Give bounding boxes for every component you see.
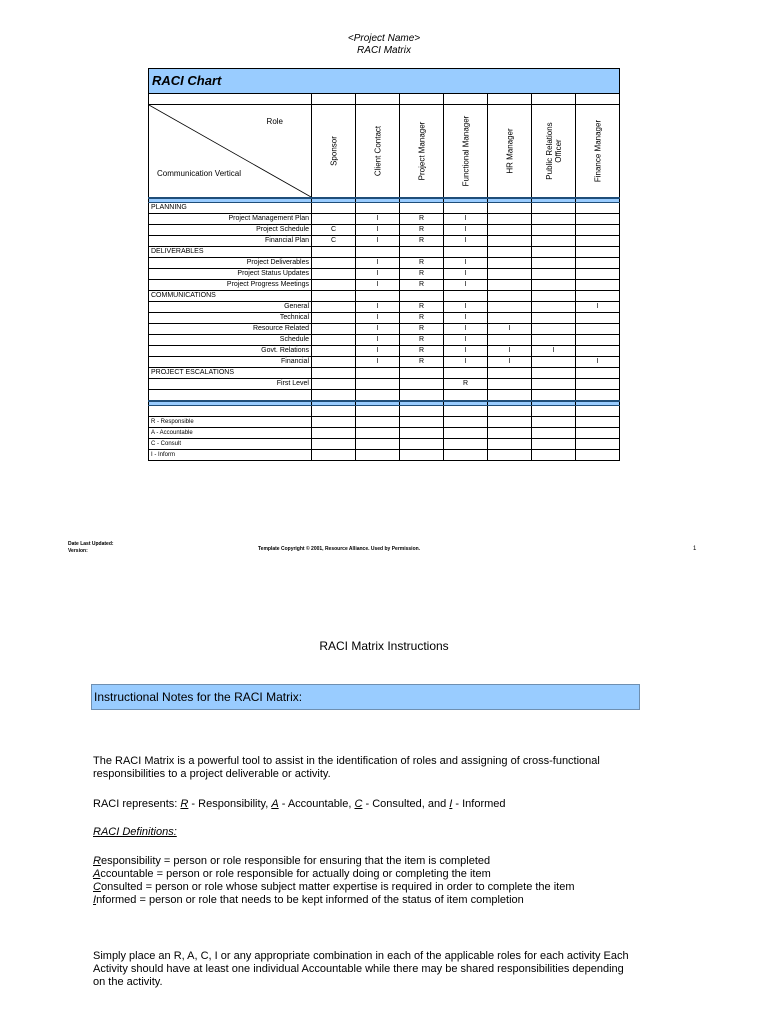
activity-label: Project Deliverables (149, 258, 312, 269)
empty-cell (532, 406, 576, 417)
empty-cell (356, 291, 400, 302)
intro-paragraph: The RACI Matrix is a powerful tool to assist in the identification of roles and assigning of cross-functional responsibilities to a project deliverable or activity. (93, 755, 600, 780)
empty-cell (400, 428, 444, 439)
raci-cell (576, 379, 620, 390)
empty-cell (312, 368, 356, 379)
raci-cell: I (356, 357, 400, 368)
communication-vertical-label: Communication Vertical (157, 169, 242, 178)
empty-cell (356, 417, 400, 428)
raci-cell (488, 269, 532, 280)
raci-cell (356, 379, 400, 390)
raci-cell (488, 335, 532, 346)
raci-cell: I (444, 357, 488, 368)
raci-chart (148, 68, 619, 461)
empty-cell (356, 406, 400, 417)
raci-cell: I (356, 214, 400, 225)
raci-cell (576, 324, 620, 335)
raci-cell (532, 335, 576, 346)
activity-label: First Level (149, 379, 312, 390)
raci-cell (532, 269, 576, 280)
activity-label: Resource Related (149, 324, 312, 335)
raci-cell: I (444, 258, 488, 269)
empty-cell (312, 390, 356, 402)
empty-cell (312, 203, 356, 214)
raci-cell: I (532, 346, 576, 357)
empty-cell (532, 291, 576, 302)
raci-cell (312, 313, 356, 324)
represents-prefix: RACI represents: (93, 798, 181, 810)
empty-cell (488, 247, 532, 258)
raci-cell: R (400, 280, 444, 291)
role-name: Project Manager (417, 121, 426, 181)
raci-cell (312, 346, 356, 357)
empty-cell (400, 291, 444, 302)
blank-row (149, 406, 620, 417)
empty-cell (444, 368, 488, 379)
raci-cell (576, 335, 620, 346)
empty-cell (149, 406, 312, 417)
legend-row (149, 428, 620, 439)
raci-cell (532, 214, 576, 225)
document-header (0, 33, 768, 57)
section-row (149, 203, 620, 214)
raci-cell: R (400, 324, 444, 335)
empty-cell (400, 417, 444, 428)
raci-cell: R (400, 258, 444, 269)
raci-cell (312, 357, 356, 368)
empty-cell (576, 428, 620, 439)
role-name: Client Contact (373, 125, 382, 177)
raci-cell: I (356, 258, 400, 269)
raci-cell (312, 214, 356, 225)
legend-row (149, 417, 620, 428)
empty-cell (532, 368, 576, 379)
empty-cell (576, 368, 620, 379)
empty-cell (400, 390, 444, 402)
raci-cell (532, 225, 576, 236)
empty-cell (444, 247, 488, 258)
activity-row (149, 346, 620, 357)
activity-label: Project Schedule (149, 225, 312, 236)
raci-cell: R (400, 225, 444, 236)
raci-cell (312, 335, 356, 346)
definition-item (93, 881, 633, 894)
empty-cell (488, 428, 532, 439)
raci-cell: I (444, 302, 488, 313)
raci-cell: R (400, 214, 444, 225)
empty-cell (576, 247, 620, 258)
empty-cell (356, 203, 400, 214)
raci-cell: I (576, 302, 620, 313)
activity-row (149, 324, 620, 335)
role-name: HR Manager (505, 128, 514, 174)
raci-table (148, 68, 620, 461)
role-name: Public Relations Officer (544, 122, 563, 180)
empty-cell (532, 417, 576, 428)
empty-cell (356, 390, 400, 402)
diagonal-line (149, 105, 311, 197)
raci-cell (532, 379, 576, 390)
raci-cell (488, 280, 532, 291)
raci-cell: C (312, 225, 356, 236)
raci-cell: I (356, 302, 400, 313)
activity-label: Financial (149, 357, 312, 368)
empty-cell (400, 247, 444, 258)
empty-cell (576, 417, 620, 428)
raci-cell (488, 236, 532, 247)
represents-list (180, 798, 505, 810)
activity-label: Project Progress Meetings (149, 280, 312, 291)
raci-cell (488, 379, 532, 390)
raci-cell: R (400, 236, 444, 247)
definition-letter: C (93, 881, 101, 893)
empty-cell (312, 291, 356, 302)
definition-letter: I (93, 894, 97, 906)
raci-cell (576, 269, 620, 280)
raci-cell: I (356, 346, 400, 357)
role-name: Sponsor (329, 136, 338, 166)
role-header-public-relations-officer (532, 105, 576, 199)
raci-cell (532, 280, 576, 291)
represents-letter: R (180, 798, 189, 810)
raci-cell (532, 357, 576, 368)
raci-cell (400, 379, 444, 390)
definition-text: esponsibility = person or role responsible for ensuring that the item is completed (100, 855, 491, 867)
raci-cell: I (488, 324, 532, 335)
empty-cell (576, 291, 620, 302)
activity-label: Project Status Updates (149, 269, 312, 280)
definition-item (93, 894, 633, 907)
activity-label: Technical (149, 313, 312, 324)
legend-item: I - Inform (149, 450, 312, 461)
empty-cell (532, 390, 576, 402)
raci-cell (312, 324, 356, 335)
empty-cell (356, 368, 400, 379)
empty-cell (532, 439, 576, 450)
copyright-text: Template Copyright © 2001, Resource Alliance. Used by Permission. (258, 546, 421, 552)
raci-cell (576, 258, 620, 269)
raci-cell (532, 236, 576, 247)
instructions-title: RACI Matrix Instructions (319, 639, 449, 653)
raci-cell: I (444, 313, 488, 324)
empty-cell (356, 247, 400, 258)
raci-cell (576, 313, 620, 324)
instructional-notes-banner: Instructional Notes for the RACI Matrix: (91, 684, 640, 710)
empty-cell (444, 291, 488, 302)
raci-cell: I (356, 269, 400, 280)
represents-text: - Informed (452, 798, 506, 810)
raci-cell: I (488, 357, 532, 368)
empty-cell (400, 439, 444, 450)
represents-letter: I (449, 798, 453, 810)
raci-represents-line (93, 798, 633, 811)
empty-cell (444, 406, 488, 417)
closing-paragraph: Simply place an R, A, C, I or any appropriate combination in each of the applicable roles for each activity Each Activity should have at least one individual Accountable while there may be shared responsibilities depending on the activity. (93, 950, 629, 988)
raci-cell: R (400, 335, 444, 346)
raci-cell: R (400, 302, 444, 313)
raci-cell (488, 302, 532, 313)
matrix-title: RACI Matrix (357, 45, 411, 56)
blank-row (149, 390, 620, 402)
empty-cell (532, 247, 576, 258)
raci-cell: I (356, 313, 400, 324)
empty-cell (312, 406, 356, 417)
activity-row (149, 214, 620, 225)
empty-cell (312, 247, 356, 258)
raci-cell: R (400, 269, 444, 280)
raci-cell: I (576, 357, 620, 368)
empty-cell (312, 439, 356, 450)
section-row (149, 291, 620, 302)
activity-row (149, 236, 620, 247)
activity-label: Project Management Plan (149, 214, 312, 225)
empty-cell (576, 203, 620, 214)
legend-item: C - Consult (149, 439, 312, 450)
raci-cell (576, 236, 620, 247)
raci-cell (488, 225, 532, 236)
definitions-list (93, 855, 633, 907)
chart-title-row (149, 69, 620, 94)
empty-cell (576, 450, 620, 461)
empty-cell (488, 450, 532, 461)
role-header-client-contact (356, 105, 400, 199)
section-row (149, 368, 620, 379)
empty-cell (488, 390, 532, 402)
definition-text: nformed = person or role that needs to be kept informed of the status of item completion (96, 894, 524, 906)
empty-cell (356, 439, 400, 450)
raci-cell: I (356, 225, 400, 236)
definition-text: onsulted = person or role whose subject matter expertise is required in order to complete the item (100, 881, 575, 893)
empty-cell (444, 203, 488, 214)
activity-row (149, 379, 620, 390)
empty-cell (356, 450, 400, 461)
empty-cell (488, 291, 532, 302)
version-label: Version: (68, 548, 88, 554)
raci-cell: I (356, 280, 400, 291)
activity-row (149, 313, 620, 324)
definition-letter: A (93, 868, 101, 880)
activity-label: Financial Plan (149, 236, 312, 247)
role-label: Role (266, 117, 283, 126)
raci-cell (576, 214, 620, 225)
raci-cell (312, 379, 356, 390)
empty-cell (532, 428, 576, 439)
represents-text: - Responsibility, (188, 798, 272, 810)
empty-cell (444, 417, 488, 428)
legend-item: R - Responsible (149, 417, 312, 428)
legend-item: A - Accountable (149, 428, 312, 439)
activity-row (149, 357, 620, 368)
raci-cell: I (444, 269, 488, 280)
activity-label: Schedule (149, 335, 312, 346)
section-label: PLANNING (149, 203, 312, 214)
role-name: Functional Manager (461, 115, 470, 187)
definition-item (93, 868, 633, 881)
activity-label: General (149, 302, 312, 313)
empty-cell (488, 406, 532, 417)
raci-cell (488, 214, 532, 225)
empty-cell (532, 203, 576, 214)
section-label: COMMUNICATIONS (149, 291, 312, 302)
raci-cell (312, 302, 356, 313)
raci-cell: R (444, 379, 488, 390)
section-label: DELIVERABLES (149, 247, 312, 258)
role-header-project-manager (400, 105, 444, 199)
empty-cell (356, 428, 400, 439)
represents-text: - Consulted, and (362, 798, 450, 810)
empty-cell (532, 450, 576, 461)
activity-row (149, 225, 620, 236)
page-number: 1 (693, 546, 697, 552)
empty-cell (149, 390, 312, 402)
definition-item (93, 855, 633, 868)
raci-cell (532, 313, 576, 324)
definitions-heading (93, 826, 633, 839)
raci-cell: I (356, 335, 400, 346)
raci-cell: C (312, 236, 356, 247)
role-header-finance-manager (576, 105, 620, 199)
empty-cell (400, 450, 444, 461)
role-header-sponsor (312, 105, 356, 199)
raci-cell: I (356, 324, 400, 335)
raci-cell: I (444, 280, 488, 291)
activity-row (149, 269, 620, 280)
empty-cell (400, 368, 444, 379)
raci-cell (312, 280, 356, 291)
represents-letter: C (354, 798, 363, 810)
raci-cell: I (444, 214, 488, 225)
activity-row (149, 302, 620, 313)
raci-cell (576, 346, 620, 357)
raci-cell (488, 258, 532, 269)
empty-cell (444, 390, 488, 402)
raci-cell: I (444, 324, 488, 335)
raci-cell (312, 258, 356, 269)
raci-cell (576, 280, 620, 291)
raci-cell (488, 313, 532, 324)
spacer-row (149, 94, 620, 105)
raci-cell: I (356, 236, 400, 247)
represents-text: - Accountable, (278, 798, 355, 810)
empty-cell (444, 428, 488, 439)
empty-cell (312, 417, 356, 428)
empty-cell (576, 390, 620, 402)
raci-cell: R (400, 346, 444, 357)
raci-cell (312, 269, 356, 280)
empty-cell (400, 203, 444, 214)
empty-cell (488, 368, 532, 379)
definitions-heading-text: RACI Definitions: (93, 826, 177, 838)
legend-row (149, 450, 620, 461)
raci-cell: I (444, 335, 488, 346)
empty-cell (312, 428, 356, 439)
activity-row (149, 280, 620, 291)
raci-cell: R (400, 357, 444, 368)
raci-cell (532, 258, 576, 269)
empty-cell (400, 406, 444, 417)
empty-cell (444, 450, 488, 461)
represents-letter: A (271, 798, 279, 810)
raci-cell: I (444, 225, 488, 236)
section-row (149, 247, 620, 258)
empty-cell (576, 439, 620, 450)
section-label: PROJECT ESCALATIONS (149, 368, 312, 379)
raci-cell (532, 302, 576, 313)
raci-cell: I (444, 346, 488, 357)
raci-cell: R (400, 313, 444, 324)
empty-cell (488, 439, 532, 450)
empty-cell (312, 450, 356, 461)
chart-title: RACI Chart (149, 69, 620, 94)
activity-row (149, 258, 620, 269)
empty-cell (488, 417, 532, 428)
role-header-corner (149, 105, 312, 199)
date-last-updated-label: Date Last Updated: (68, 541, 114, 547)
definition-text: ccountable = person or role responsible for actually doing or completing the item (100, 868, 491, 880)
activity-label: Govt. Relations (149, 346, 312, 357)
empty-cell (444, 439, 488, 450)
activity-row (149, 335, 620, 346)
raci-cell (532, 324, 576, 335)
project-name: <Project Name> (347, 33, 421, 44)
role-header-hr-manager (488, 105, 532, 199)
definition-letter: R (93, 855, 101, 867)
legend-row (149, 439, 620, 450)
empty-cell (576, 406, 620, 417)
footer-meta (68, 541, 114, 555)
role-header-functional-manager (444, 105, 488, 199)
raci-cell: I (488, 346, 532, 357)
raci-cell (576, 225, 620, 236)
empty-cell (488, 203, 532, 214)
raci-cell: I (444, 236, 488, 247)
role-name: Finance Manager (593, 119, 603, 183)
role-header-row (149, 105, 620, 199)
